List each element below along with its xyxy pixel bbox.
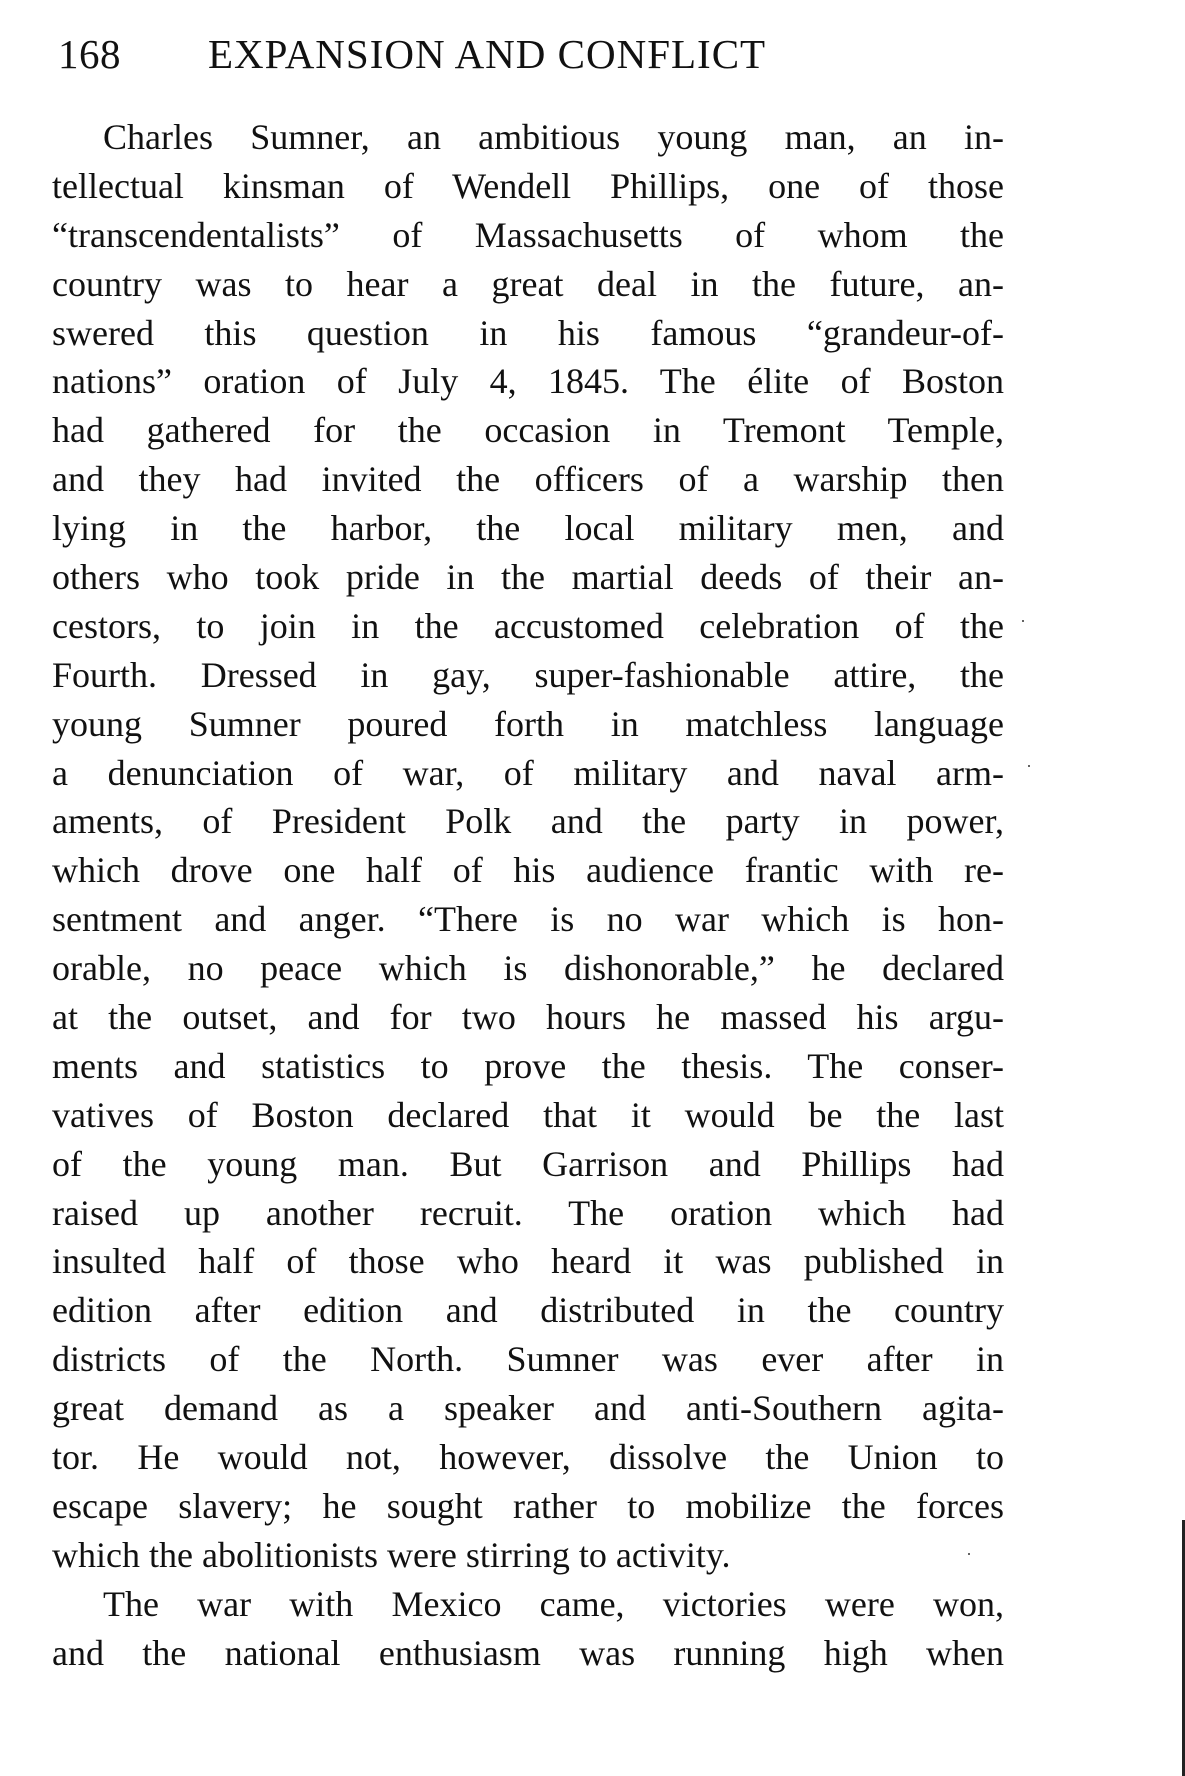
text-line: great demand as a speaker and anti-Southern agita- xyxy=(52,1388,1004,1429)
text-line: others who took pride in the martial deeds of their an- xyxy=(52,557,1004,598)
text-line: tor. He would not, however, dissolve the Union to xyxy=(52,1437,1004,1478)
text-line: which the abolitionists were stirring to activity. xyxy=(52,1534,731,1575)
chapter-title: EXPANSION AND CONFLICT xyxy=(208,31,767,77)
body-text xyxy=(52,113,1004,1678)
text-line: districts of the North. Sumner was ever after in xyxy=(52,1339,1004,1380)
text-line: lying in the harbor, the local military men, and xyxy=(52,508,1004,549)
text-line: ments and statistics to prove the thesis. The conser- xyxy=(52,1045,1004,1086)
text-line: Charles Sumner, an ambitious young man, an in- xyxy=(103,117,1004,157)
text-line: had gathered for the occasion in Tremont Temple, xyxy=(52,410,1004,451)
text-line: tellectual kinsman of Wendell Phillips, one of those xyxy=(52,165,1004,206)
text-line: orable, no peace which is dishonorable,” he declared xyxy=(52,948,1004,989)
text-line: “transcendentalists” of Massachusetts of whom the xyxy=(52,214,1004,255)
scan-speck xyxy=(1022,620,1024,622)
scan-speck xyxy=(968,1553,970,1555)
page-number: 168 xyxy=(58,31,121,77)
text-line: at the outset, and for two hours he massed his argu- xyxy=(52,997,1004,1038)
text-line: The war with Mexico came, victories were won, xyxy=(103,1583,1004,1624)
text-line: young Sumner poured forth in matchless language xyxy=(52,703,1004,744)
scan-speck xyxy=(1028,765,1030,767)
text-line: and the national enthusiasm was running high when xyxy=(52,1632,1004,1673)
text-line: and they had invited the officers of a warship then xyxy=(52,459,1004,500)
text-line: nations” oration of July 4, 1845. The élite of Boston xyxy=(52,361,1004,402)
text-line: sentment and anger. “There is no war which is hon- xyxy=(52,899,1004,940)
running-head xyxy=(58,30,1008,94)
text-line: escape slavery; he sought rather to mobilize the forces xyxy=(52,1485,1004,1526)
text-line: a denunciation of war, of military and naval arm- xyxy=(52,752,1004,793)
text-line: country was to hear a great deal in the future, an- xyxy=(52,263,1004,304)
text-line: insulted half of those who heard it was published in xyxy=(52,1241,1004,1282)
text-line: swered this question in his famous “grandeur-of- xyxy=(52,312,1004,353)
text-line: edition after edition and distributed in the country xyxy=(52,1290,1004,1331)
text-line: cestors, to join in the accustomed celebration of the xyxy=(52,605,1004,646)
text-line: Fourth. Dressed in gay, super-fashionable attire, the xyxy=(52,654,1004,695)
text-line: aments, of President Polk and the party in power, xyxy=(52,801,1004,842)
text-line: raised up another recruit. The oration which had xyxy=(52,1192,1004,1233)
text-line: vatives of Boston declared that it would be the last xyxy=(52,1094,1004,1135)
text-line: of the young man. But Garrison and Phillips had xyxy=(52,1143,1004,1184)
text-line: which drove one half of his audience frantic with re- xyxy=(52,850,1004,891)
